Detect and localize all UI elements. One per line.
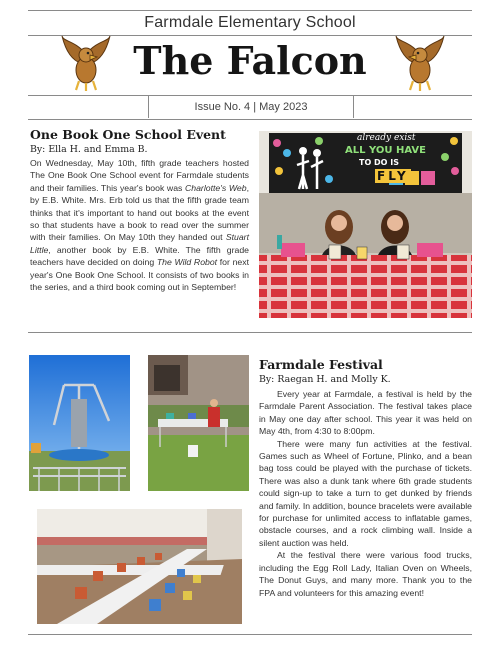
article-byline: By: Ella H. and Emma B.	[30, 144, 148, 155]
book-event-photo	[259, 131, 472, 318]
school-name: Farmdale Elementary School	[144, 14, 356, 31]
issue-rule	[28, 119, 472, 120]
sign-line-1: already exist	[357, 133, 416, 143]
article-body	[259, 388, 472, 599]
article-title: One Book One School Event	[30, 127, 226, 142]
top-rule	[28, 10, 472, 11]
silent-auction-photo	[37, 509, 242, 624]
article-body: On Wednesday, May 10th, fifth grade teachers hosted The One Book One School event for Farmdale students and their families. This year's book was Charlotte's Web, by E.B. White. Mrs. Erb told us that the fifth grade team thinks that it's important to hand out books at the event so that students have a book to read over the summer with their families. On May 10th they handed out Stuart Little, another book by E.B. White. The fifth grade teachers have decided on doing The Wild Robot for next year's One Book One School. It consists of two books in the series, and a third book coming out in September!	[30, 158, 249, 293]
book-title-charlottes-web: Charlotte's Web	[185, 182, 247, 193]
article-byline: By: Raegan H. and Molly K.	[259, 374, 391, 385]
sign-word: FLY	[377, 169, 409, 183]
book-title-wild-robot: The Wild Robot	[156, 257, 218, 268]
article-title: Farmdale Festival	[259, 357, 383, 372]
paragraph: There were many fun activities at the festival. Games such as Wheel of Fortune, Plinko, and a bean bag toss could be played with the purchase of tickets. There was also a dunk tank where 6th grade students could sign-up to take a turn to get dunked by friends and family. In addition, bounce bracelets were available for purchase for unlimited access to inflatable games, obstacle courses, and a rock climbing wall. Inside a silent auction was held.	[259, 438, 472, 548]
sign-line-3: TO DO IS	[359, 158, 400, 167]
newspaper-title: The Falcon	[133, 38, 367, 83]
sign-line-2: ALL YOU HAVE	[345, 145, 426, 156]
game-table-photo	[148, 355, 249, 491]
bottom-rule	[28, 634, 472, 635]
article-divider	[28, 332, 472, 333]
dunk-tank-photo	[29, 355, 130, 491]
paragraph: At the festival there were various food trucks, including the Egg Roll Lady, Italian Oven on Wheels, The Donut Guys, and many more. Thank you to the FPA and volunteers for this amazing event!	[259, 550, 472, 598]
book-title-stuart-little: Stuart Little	[30, 232, 249, 255]
paragraph: Every year at Farmdale, a festival is held by the Farmdale Parent Association. The festival takes place in May one day after school. This year it was held on May 4th, from 4:30 to 8:00pm.	[259, 389, 472, 437]
issue-line: Issue No. 4 | May 2023	[148, 96, 354, 118]
